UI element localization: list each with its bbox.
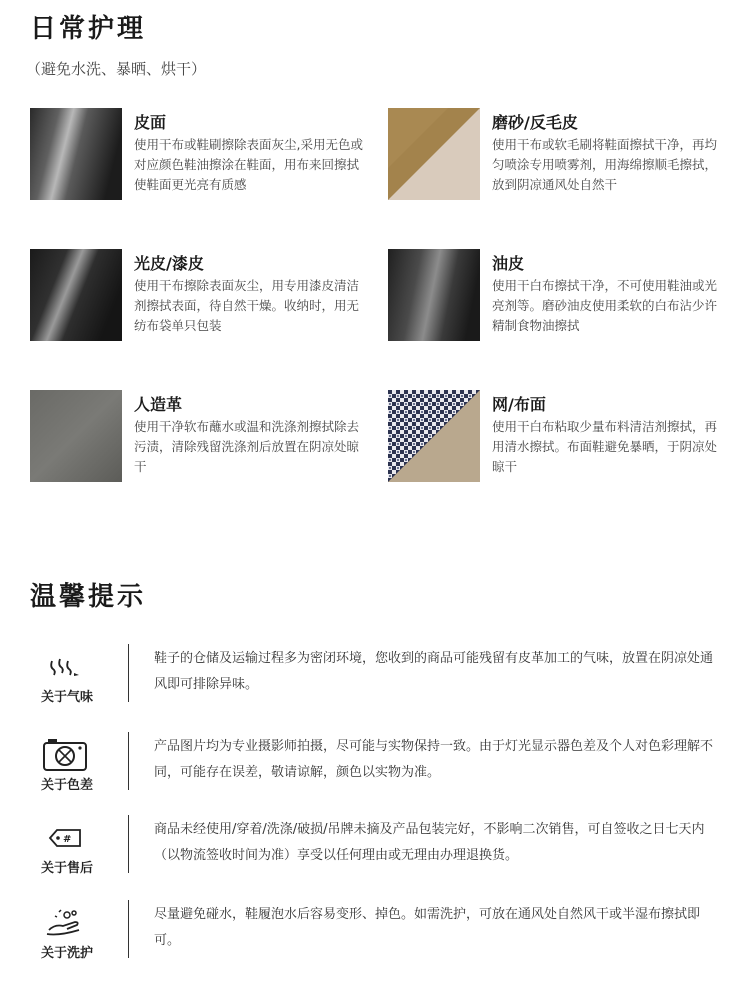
- camera-icon: [40, 738, 90, 772]
- care-item-suede: [388, 108, 728, 200]
- tip-text: 尽量避免碰水，鞋履泡水后容易变形、掉色。如需洗护，可放在通风处自然风干或半湿布擦拭即可。: [154, 907, 701, 948]
- patent-swatch: [30, 249, 122, 341]
- tip-row-aftersale: [30, 821, 720, 881]
- tips-section-title: 温馨提示: [30, 582, 147, 612]
- material-name: 人造革: [134, 395, 183, 414]
- care-item-oiled: [388, 249, 728, 341]
- care-section-subtitle: （避免水洗、暴晒、烘干）: [26, 60, 207, 78]
- svg-text:#: #: [63, 834, 72, 845]
- tip-row-smell: [30, 650, 720, 710]
- synthetic-leather-swatch: [30, 390, 122, 482]
- care-section-title: 日常护理: [30, 14, 147, 44]
- tip-divider: [128, 900, 129, 958]
- tip-text: 商品未经使用/穿着/洗涤/破损/吊牌未摘及产品包装完好，不影响二次销售，可自签收之日七天内（以物流签收时间为准）享受以任何理由或无理由办理退换货。: [154, 822, 705, 863]
- tip-divider: [128, 815, 129, 873]
- leather-swatch: [30, 108, 122, 200]
- care-item-leather: [30, 108, 370, 200]
- material-name: 网/布面: [492, 395, 546, 414]
- tip-row-washing: [30, 906, 720, 966]
- material-name: 油皮: [492, 254, 525, 273]
- tip-text: 鞋子的仓储及运输过程多为密闭环境，您收到的商品可能残留有皮革加工的气味，放置在阴凉处通风即可排除异味。: [154, 651, 714, 692]
- care-item-synthetic: [30, 390, 370, 482]
- material-name: 皮面: [134, 113, 167, 132]
- tag-icon: [40, 821, 90, 855]
- suede-swatch: [388, 108, 480, 200]
- tip-label: 关于气味: [40, 690, 93, 705]
- tip-label: 关于色差: [40, 778, 93, 793]
- material-description: 使用干白布擦拭干净，不可使用鞋油或光亮剂等。磨砂油皮使用柔软的白布沾少许精制食物油擦拭: [492, 278, 718, 333]
- care-item-patent: [30, 249, 370, 341]
- wash-icon: [40, 906, 90, 940]
- material-description: 使用干白布粘取少量布料清洁剂擦拭，再用清水擦拭。布面鞋避免暴晒，于阴凉处晾干: [492, 419, 718, 474]
- material-description: 使用干布或软毛刷将鞋面擦拭干净，再均匀喷涂专用喷雾剂，用海绵擦顺毛擦拭，放到阴凉通风处自然干: [492, 137, 718, 192]
- oiled-leather-swatch: [388, 249, 480, 341]
- tip-divider: [128, 644, 129, 702]
- care-item-fabric: [388, 390, 728, 482]
- fabric-swatch: [388, 390, 480, 482]
- tip-text: 产品图片均为专业摄影师拍摄，尽可能与实物保持一致。由于灯光显示器色差及个人对色彩理解不同，可能存在误差，敬请谅解，颜色以实物为准。: [154, 739, 714, 780]
- material-description: 使用干布擦除表面灰尘，用专用漆皮清洁剂擦拭表面，待自然干燥。收纳时，用无纺布袋单只包装: [134, 278, 360, 333]
- material-name: 磨砂/反毛皮: [492, 113, 578, 132]
- tip-label: 关于洗护: [40, 946, 93, 961]
- material-name: 光皮/漆皮: [134, 254, 204, 273]
- tip-divider: [128, 732, 129, 790]
- tip-label: 关于售后: [40, 861, 93, 876]
- tip-row-color: [30, 738, 720, 798]
- material-description: 使用干布或鞋刷擦除表面灰尘,采用无色或对应颜色鞋油擦涂在鞋面，用布来回擦拭使鞋面更光亮有质感: [134, 137, 363, 192]
- smell-icon: [40, 650, 90, 684]
- material-description: 使用干净软布蘸水或温和洗涤剂擦拭除去污渍，清除残留洗涤剂后放置在阴凉处晾干: [134, 419, 360, 474]
